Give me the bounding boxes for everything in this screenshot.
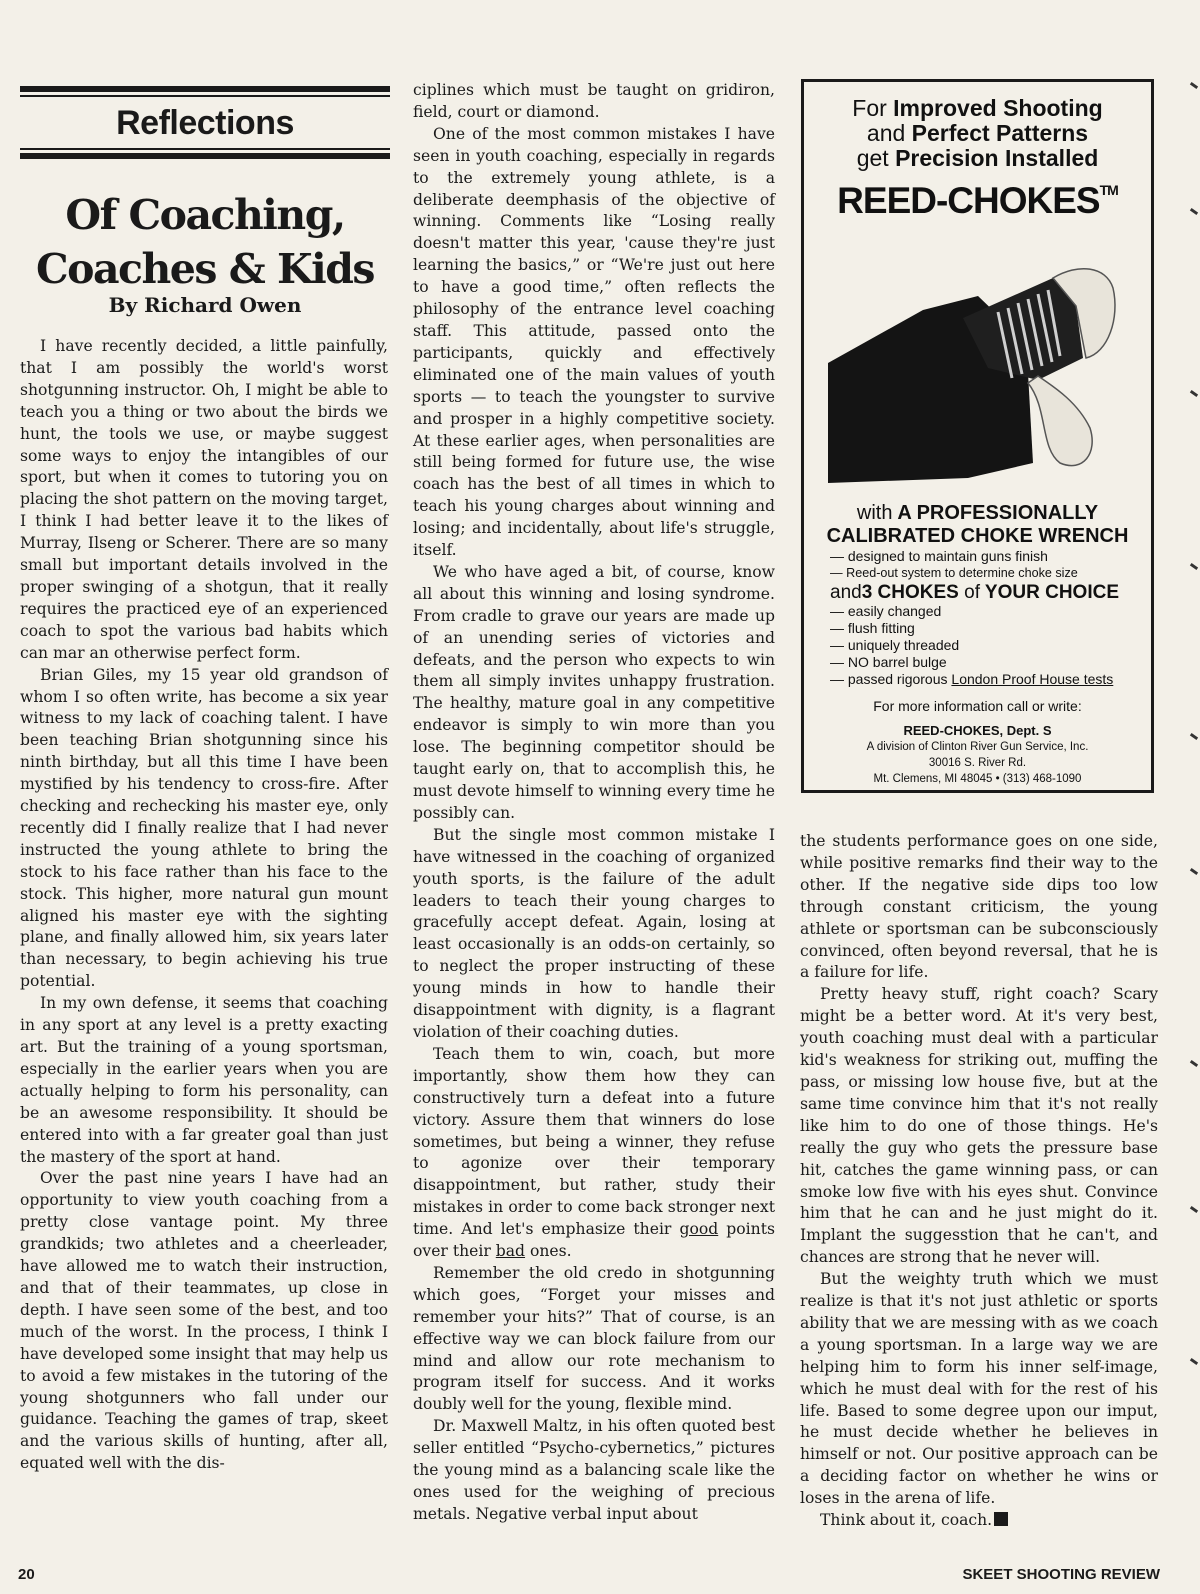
ad-brand [804,180,1151,222]
section-title: Reflections [116,104,294,142]
paragraph: One of the most common mistakes I have seen in youth coaching, especially in regards to the extremely young athlete, is a deliberate deemphasis of the objective of winning. Comments like “Losing really doesn't matter this year, 'cause they're just learning the basics,” or “We're just out here to have a good time,” often reflects the philosophy of the entrance level coaching staff. This attitude, passed onto the participants, quickly and effectively eliminated one of the main values of youth sports — to teach the youngster to survive and prosper in a highly competitive society. At these earlier ages, when personalities are still being formed for future use, the wise coach has the best of all times in which to teach his young charges about winning and losing; and incidentally, about life's struggle, itself. [413,124,775,560]
edge-mark [1190,82,1198,89]
ad-feature: — easily changed [830,603,942,619]
ad-wrench-heading [804,502,1151,548]
paragraph: I have recently decided, a little painfully, that I am possibly the world's worst shotgunning instructor. Oh, I might be able to teach you a thing or two about the birds we hunt, the tools we use, or maybe suggest some ways to enjoy the intangibles of our sport, but when it comes to tutoring you on placing the shot pattern on the moving target, I think I had better leave it to the likes of Murray, Ilseng or Scherer. There are so many small but important details involved in the proper swinging of a shotgun, that it really requires the practiced eye of an experienced coach to spot the various bad habits which can mar an otherwise perfect form. [20,337,388,662]
headline [20,188,390,296]
ad-headline [804,96,1151,171]
paragraph: But the weighty truth which we must realize is that it's not just athletic or sports ability that we are messing with as we coach a young sportsman. In a large way we are helping him to form his inner self-image, which he must deal with for the rest of his life. Based to some degree upon our imput, he must decide whether he believes in himself or not. Our positive approach can be a deciding factor on whether he wins or loses in the arena of life. [800,1270,1158,1508]
ad-tests-link: London Proof House tests [951,671,1114,687]
ad-feature-tests [830,671,1140,688]
paragraph-final [800,1510,1158,1532]
underlined-word-bad: bad [495,1242,526,1261]
paragraph: We who have aged a bit, of course, know all about this winning and losing syndrome. From cradle to grave our years are made up of an unending series of victories and defeats, and the person who expects to win them all simply invites unhappy frustration. The healthy, mature goal in any competitive endeavor is simply to win more than you lose. The beginning competitor should be taught early on, that to accomplish this, he must devote himself to winning every time he possibly can. [413,562,775,822]
page-number: 20 [18,1566,35,1583]
article-column-3 [800,831,1158,1532]
edge-mark [1190,208,1198,215]
ad-improved: Improved Shooting [893,95,1103,121]
choke-wrench-photo-icon [828,258,1133,488]
paragraph: Remember the old credo in shotgunning which goes, “Forget your misses and remember your hits?” That of course, is an effective way we can block failure from our mind and allow our rote mechanism to program itself for success. And it works doubly well for the young, flexible mind. [413,1263,775,1414]
closing-line: Think about it, coach. [820,1511,993,1530]
ad-for: For [852,95,887,121]
paragraph-continued: the students performance goes on one side, while positive remarks find their way to the other. If the negative side dips too low through constant criticism, the young athlete or sportsman can be subconsciously convinced, often beyond reversal, that he is a failure for life. [800,832,1158,982]
mid-rule-thick [20,153,390,159]
paragraph: In my own defense, it seems that coaching in any sport at any level is a pretty exacting art. But the training of a young sportsman, especially in the earlier years when you are actually helping to form his personality, can be an awesome responsibility. It should be entered into with a far greater goal than just the mastery of the sport at hand. [20,994,388,1166]
trademark-symbol: TM [1099,182,1118,198]
ad-contact-prompt: For more information call or write: [873,698,1082,714]
ad-feature: — Reed-out system to determine choke size [830,566,1078,580]
edge-mark [1190,1060,1198,1067]
top-rule-thick [20,86,390,92]
paragraph [413,1044,775,1263]
byline: By Richard Owen [108,293,302,317]
ad-street: 30016 S. River Rd. [928,757,1027,769]
ad-brand-name: REED-CHOKES [837,180,1100,221]
ad-your-choice: YOUR CHOICE [984,582,1119,603]
headline-line-1: Of Coaching, [65,191,345,239]
ad-with: with [856,502,893,524]
ad-of: of [964,582,980,603]
paragraph: Pretty heavy stuff, right coach? Scary might be a better word. At it's very best, youth coaching must deal with a particular kid's weakness for striking out, muffing the pass, or missing low house five, but at the same time convince him that it's not really like him to do one of those things. He's really the guy who gets the pressure base hit, catches the game winning pass, or can smoke low five with his eyes shut. Convince him that he can and he just might do it. Implant the suggesstion that he can't, and chances are strong that he never will. [800,985,1158,1267]
publication-name: SKEET SHOOTING REVIEW [962,1566,1160,1583]
ad-address [804,723,1151,787]
underlined-word-good: good [679,1220,719,1239]
edge-mark [1190,563,1198,570]
paragraph: Dr. Maxwell Maltz, in his often quoted best seller entitled “Psycho-cybernetics,” pictures the young mind as a balancing scale like the ones used for the weighing of precious metals. Negative verbal input about [413,1417,775,1523]
mid-rule-thin [20,148,390,150]
advertisement [801,79,1154,793]
ad-chokes-heading [830,582,1119,604]
ad-get: get [856,145,889,171]
paragraph: Over the past nine years I have had an opportunity to view youth coaching from a pretty close vantage point. My three grandkids; two athletes and a cheerleader, have allowed me to watch their instruction, and that of their teammates, up close in depth. I have seen some of the best, and too much of the worst. In the process, I think I have developed some insight that may help us to avoid a few mistakes in the tutoring of the young shotgunners who fall under our guidance. Teaching the games of trap, skeet and the various skills of hunting, after all, equated well with the dis- [20,1169,388,1473]
paragraph: Brian Giles, my 15 year old grandson of whom I so often write, has become a six year witness to my lack of coaching talent. I have been teaching Brian shotgunning since his ninth birthday, but all this time I have been mystified by his tendency to cross-fire. After checking and rechecking his master eye, only recently did I finally realize that I had never instructed the young athlete to bring the stock to his face rather than his face to the stock. This higher, more natural gun mount aligned his master eye with the sighting plane, and finally allowed him, six years later than necessary, to begin achieving his true potential. [20,665,388,991]
edge-mark [1190,1206,1198,1213]
edge-mark [1190,1358,1198,1365]
edge-mark [1190,868,1198,875]
article-column-2 [413,80,775,1526]
ad-tests-prefix: — passed rigorous [830,671,952,687]
ad-wrench-features [830,548,1140,582]
ad-three-chokes: 3 CHOKES [861,582,959,603]
end-mark-icon [994,1512,1008,1526]
ad-feature: — designed to maintain guns finish [830,548,1048,564]
paragraph: But the single most common mistake I have witnessed in the coaching of organized youth sports, is the failure of the adult leaders to teach their young charges to gracefully accept defeat. Again, losing at least occasionally is an odds-on certainly, so to neglect the proper instructing of these young minds in how to handle their disappointment with dignity, is a flagrant violation of their coaching duties. [413,825,775,1041]
edge-mark [1190,733,1198,740]
text-run: Teach them to win, coach, but more importantly, show them how they can constructively turn a defeat into a future victory. Assure them that winners do lose sometimes, but being a winner, they refuse to agonize over their temporary disappointment, but rather, study their mistakes in order to come back stronger next time. And let's emphasize their [413,1044,775,1239]
ad-professionally: A PROFESSIONALLY [897,502,1099,524]
ad-feature: — flush fitting [830,620,915,636]
article-column-1 [20,336,388,1475]
paragraph-continued: ciplines which must be taught on gridiron, field, court or diamond. [413,81,775,121]
ad-calibrated: CALIBRATED CHOKE WRENCH [826,525,1129,547]
ad-choke-features [830,603,1140,688]
ad-and-2: and [830,582,862,603]
ad-precision: Precision Installed [895,145,1099,171]
ad-perfect: Perfect Patterns [911,120,1089,146]
top-rule-thin [20,95,390,97]
ad-division: A division of Clinton River Gun Service, Inc. [866,741,1089,753]
headline-line-2: Coaches & Kids [35,245,374,293]
ad-feature: — NO barrel bulge [830,654,947,670]
ad-city: Mt. Clemens, MI 48045 • (313) 468-1090 [873,773,1082,785]
ad-and: and [866,120,906,146]
edge-mark [1190,390,1198,397]
ad-company: REED-CHOKES, Dept. S [903,723,1052,738]
text-run: points over their [413,1220,775,1261]
ad-feature: — uniquely threaded [830,637,960,653]
text-run: ones. [525,1242,572,1261]
